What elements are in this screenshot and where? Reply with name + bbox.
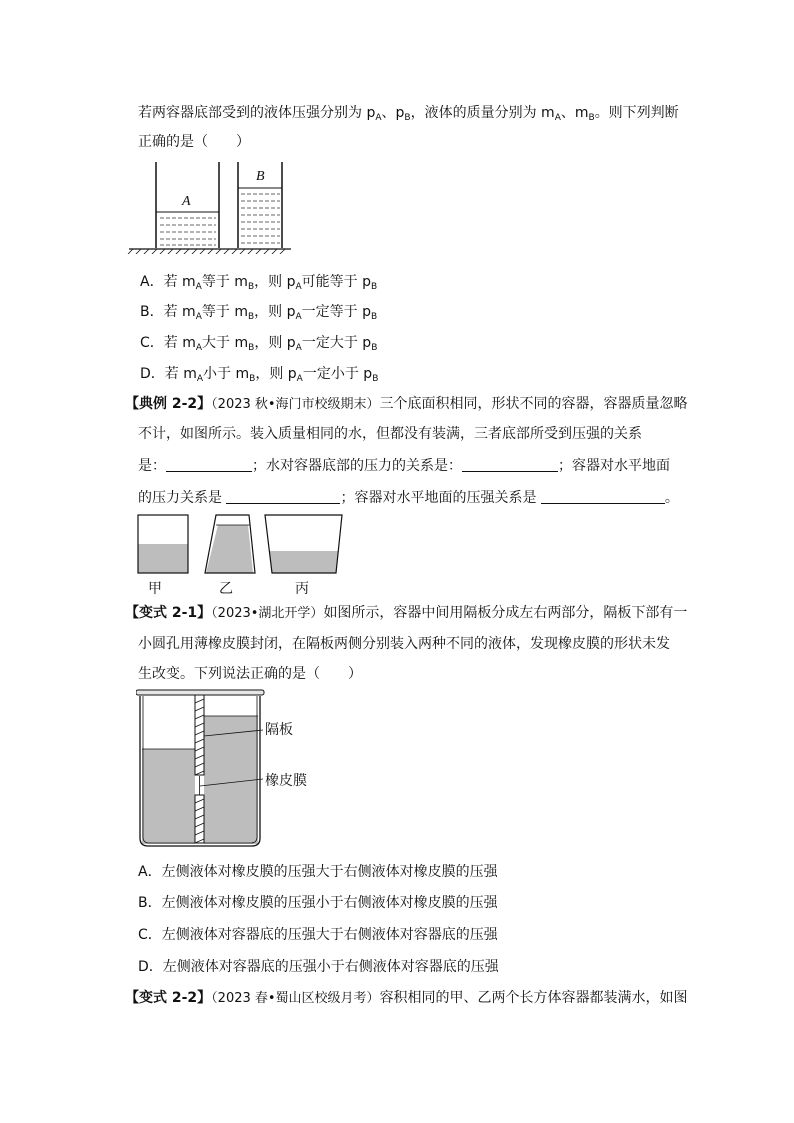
option-sub: B xyxy=(247,282,255,292)
figure-label-yi: 乙 xyxy=(219,581,233,597)
q1-text: 若两容器底部受到的液体压强分别为 p xyxy=(138,105,376,121)
q1-text: ，液体的质量分别为 m xyxy=(410,105,555,121)
option-sub: A xyxy=(195,312,202,322)
option-sub: A xyxy=(296,374,303,384)
option-text: 大于 m xyxy=(202,335,249,351)
question-tag: 【变式 2-2】 xyxy=(125,990,212,1006)
option-sub: B xyxy=(371,343,378,353)
q3-line3: 生改变。下列说法正确的是（ ） xyxy=(138,666,362,682)
q3-line2: 小圆孔用薄橡皮膜封闭，在隔板两侧分别装入两种不同的液体，发现橡皮膜的形状未发 xyxy=(138,636,670,652)
q1-option-b[interactable] xyxy=(140,302,377,327)
option-text: 等于 m xyxy=(201,274,248,290)
question-tag: 【典例 2-2】 xyxy=(125,396,212,412)
q1-two-containers-figure xyxy=(125,158,295,254)
q3-option-c[interactable]: C．左侧液体对容器底的压强大于右侧液体对容器底的压强 xyxy=(138,927,498,943)
figure-label-jia: 甲 xyxy=(148,581,162,597)
q2-line4 xyxy=(138,488,679,508)
q2-text: ；容器对水平地面的压强关系是 xyxy=(340,490,541,506)
answer-blank[interactable] xyxy=(462,457,558,472)
q1-option-d[interactable] xyxy=(140,364,378,389)
question-source: （2023 秋•海门市校级期末） xyxy=(211,397,380,412)
option-text: 小于 m xyxy=(203,366,250,382)
q3-option-d[interactable]: D．左侧液体对容器底的压强小于右侧液体对容器底的压强 xyxy=(138,959,499,975)
q3-text: 如图所示，容器中间用隔板分成左右两部分，隔板下部有一 xyxy=(323,605,688,621)
q2-line2: 不计，如图所示。装入质量相同的水，但都没有装满，三者底部所受到压强的关系 xyxy=(138,426,642,442)
q4-text: 容积相同的甲、乙两个长方体容器都装满水，如图 xyxy=(379,990,688,1006)
q4-line1 xyxy=(125,988,688,1009)
option-sub: A xyxy=(295,312,302,322)
q1-option-c[interactable] xyxy=(140,333,377,358)
option-sub: B xyxy=(249,374,256,384)
q1-sub: A xyxy=(375,113,382,123)
label-membrane: 橡皮膜 xyxy=(265,773,307,789)
q2-text: ；容器对水平地面 xyxy=(558,458,670,474)
option-sub: A xyxy=(295,343,302,353)
option-text: D．若 m xyxy=(140,366,197,382)
figure-label-bing: 丙 xyxy=(295,581,309,597)
question-tag: 【变式 2-1】 xyxy=(125,605,212,621)
q2-text: 是： xyxy=(138,458,166,474)
question-source: （2023 春•蜀山区校级月考） xyxy=(211,991,380,1006)
option-text: ，则 p xyxy=(254,274,296,290)
figure-label-b: B xyxy=(256,169,265,184)
option-text: ，则 p xyxy=(254,304,296,320)
option-text: 一定等于 p xyxy=(301,304,372,320)
q3-option-a[interactable]: A．左侧液体对橡皮膜的压强大于右侧液体对橡皮膜的压强 xyxy=(138,864,498,880)
q1-sub: A xyxy=(554,113,561,123)
answer-blank[interactable] xyxy=(541,489,665,504)
option-text: ，则 p xyxy=(254,335,296,351)
q3-line1 xyxy=(125,603,687,624)
answer-blank[interactable] xyxy=(226,489,340,504)
q2-three-containers-figure xyxy=(134,513,344,575)
option-text: 可能等于 p xyxy=(301,274,371,290)
option-sub: A xyxy=(195,282,202,292)
figure-label-a: A xyxy=(182,194,191,209)
question-source: （2023•湖北开学） xyxy=(211,606,324,621)
option-sub: B xyxy=(247,312,255,322)
option-sub: A xyxy=(295,282,302,292)
q1-sub: B xyxy=(404,113,411,123)
q2-text: 的压力关系是 xyxy=(138,490,227,506)
option-text: 等于 m xyxy=(201,304,248,320)
q2-text: ；水对容器底部的压力的关系是： xyxy=(252,458,462,474)
option-text: 一定小于 p xyxy=(302,366,373,382)
option-text: ，则 p xyxy=(255,366,297,382)
option-sub: B xyxy=(372,374,379,384)
q2-text: 三个底面积相同，形状不同的容器，容器质量忽略 xyxy=(379,396,688,412)
option-text: C．若 m xyxy=(140,335,196,351)
q1-stem-line1 xyxy=(138,103,679,128)
option-sub: B xyxy=(371,312,378,322)
q2-line3 xyxy=(138,456,670,476)
q1-text: 。则下列判断 xyxy=(594,105,679,121)
q1-text: 、m xyxy=(560,105,589,121)
label-partition: 隔板 xyxy=(265,722,293,738)
q3-option-b[interactable]: B．左侧液体对橡皮膜的压强小于右侧液体对橡皮膜的压强 xyxy=(138,895,498,911)
q1-option-a[interactable] xyxy=(140,272,377,297)
option-sub: A xyxy=(195,343,203,353)
option-sub: A xyxy=(196,374,204,384)
q1-text: 、p xyxy=(381,105,405,121)
option-text: A．若 m xyxy=(140,274,196,290)
q1-stem-line2: 正确的是（ ） xyxy=(138,134,250,150)
q1-sub: B xyxy=(588,113,595,123)
option-sub: B xyxy=(248,343,255,353)
q2-text: 。 xyxy=(664,490,679,506)
option-sub: B xyxy=(370,282,378,292)
q2-line1 xyxy=(125,394,688,415)
option-text: B．若 m xyxy=(140,304,196,320)
answer-blank[interactable] xyxy=(166,457,252,472)
option-text: 一定大于 p xyxy=(301,335,372,351)
